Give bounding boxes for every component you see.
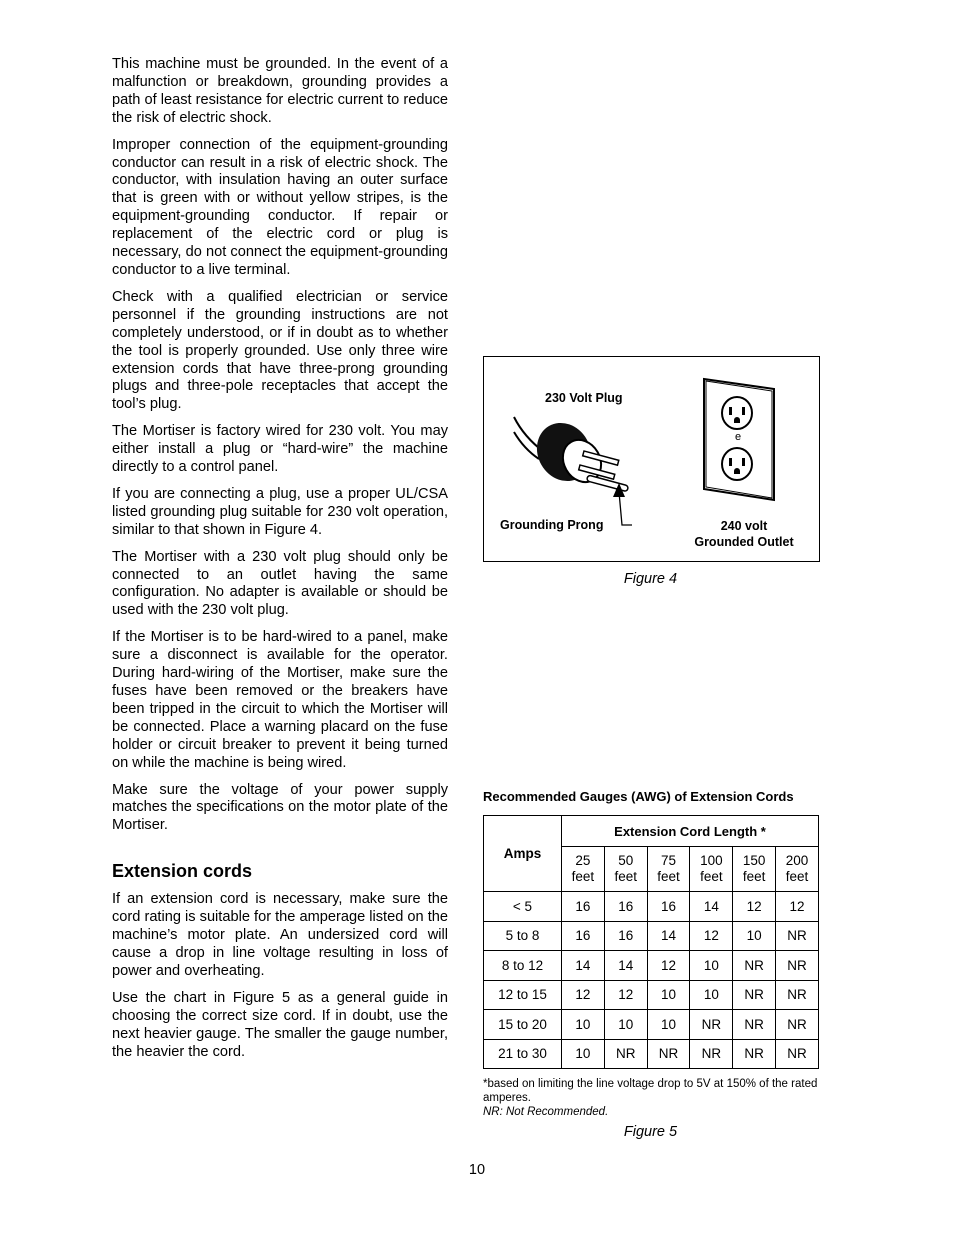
amps-cell: 12 to 15 [484,980,562,1010]
gauge-cell: 16 [562,892,605,922]
table-row [484,1039,819,1069]
paragraph: If an extension cord is necessary, make sure the cord rating is suitable for the amperage listed on the machine’s motor plate. An undersized cord will cause a drop in line voltage resulting in loss of power and overheating. [112,891,448,979]
paragraph: If the Mortiser is to be hard-wired to a panel, make sure a disconnect is available for the operator. During hard-wiring of the Mortiser, make sure the fuses have been removed or the breakers have been tripped in the circuit to which the Mortiser will be connected. Place a warning placard on the fuse holder or circuit breaker to prevent it being turned on while the machine is being wired. [112,629,448,771]
table-title: Recommended Gauges (AWG) of Extension Cords [483,789,794,804]
gauge-cell: 16 [604,892,647,922]
figure-4-caption: Figure 4 [623,571,678,587]
gauge-cell: 12 [604,980,647,1010]
length-column-header [562,847,605,892]
gauge-cell: 14 [604,951,647,981]
length-column-header [604,847,647,892]
length-value: 100 [700,853,723,868]
length-column-header [733,847,776,892]
paragraph: Make sure the voltage of your power supply matches the specifications on the motor plate of the Mortiser. [112,781,448,834]
left-column [112,56,448,1070]
gauge-cell: 12 [733,892,776,922]
length-header: Extension Cord Length * [562,816,819,847]
gauge-cell: NR [604,1039,647,1069]
gauge-cell: 10 [647,980,690,1010]
paragraph: Use the chart in Figure 5 as a general guide in choosing the correct size cord. If in doubt, use the next heavier gauge. The smaller the gauge number, the heavier the cord. [112,989,448,1060]
outlet-label [674,518,814,550]
page-number: 10 [468,1162,486,1178]
gauge-cell: 14 [647,921,690,951]
table-footnote [483,1077,819,1119]
table-row [484,951,819,981]
gauge-cell: NR [733,1039,776,1069]
table-row [484,1010,819,1040]
gauge-cell: 16 [562,921,605,951]
extension-cord-gauge-table [483,815,819,1069]
length-unit: feet [614,869,637,884]
amps-cell: 21 to 30 [484,1039,562,1069]
paragraphs-top [112,56,448,835]
gauge-cell: 10 [690,951,733,981]
length-unit: feet [785,869,809,884]
paragraph: The Mortiser is factory wired for 230 volt. You may either install a plug or “hard-wire” the machine directly to a control panel. [112,423,448,476]
paragraph: Improper connection of the equipment-grounding conductor can result in a risk of electric shock. The conductor, with insulation having an outer surface that is green with or without yellow stripes, is the equipment-grounding conductor. If repair or replacement of the electric cord or plug is necessary, do not connect the equipment-grounding conductor to a live terminal. [112,136,448,278]
plug-label: 230 Volt Plug [545,391,623,405]
length-value: 25 [575,853,591,868]
gauge-cell: 10 [733,921,776,951]
gauge-cell: NR [733,951,776,981]
length-unit: feet [571,869,595,884]
length-value: 75 [661,853,677,868]
paragraph: If you are connecting a plug, use a proper UL/CSA listed grounding plug suitable for 230 volt operation, similar to that shown in Figure 4. [112,485,448,538]
gauge-cell: NR [733,980,776,1010]
gauge-cell: NR [776,1010,819,1040]
length-value: 200 [785,853,809,868]
length-column-header [647,847,690,892]
footnote-text: *based on limiting the line voltage drop to 5V at 150% of the rated amperes. [483,1078,818,1104]
table-row [484,980,819,1010]
gauge-cell: 12 [690,921,733,951]
length-column-header [690,847,733,892]
gauge-cell: NR [690,1039,733,1069]
figure-5-caption: Figure 5 [623,1124,678,1140]
gauge-cell: NR [647,1039,690,1069]
gauge-table-body [484,892,819,1069]
gauge-cell: 10 [690,980,733,1010]
gauge-cell: NR [690,1010,733,1040]
gauge-cell: 10 [562,1039,605,1069]
length-column-header [776,847,819,892]
table-row [484,892,819,922]
paragraph: The Mortiser with a 230 volt plug should only be connected to an outlet having the same configuration. No adapter is available or should be used with the 230 volt plug. [112,548,448,619]
paragraph: This machine must be grounded. In the event of a malfunction or breakdown, grounding provides a path of least resistance for electric current to reduce the risk of electric shock. [112,56,448,126]
length-unit: feet [742,869,766,884]
nr-note: NR: Not Recommended. [483,1106,609,1118]
section-heading: Extension cords [112,861,253,882]
amps-cell: 15 to 20 [484,1010,562,1040]
gauge-cell: 14 [690,892,733,922]
gauge-cell: 10 [604,1010,647,1040]
amps-cell: 8 to 12 [484,951,562,981]
plug-icon [526,413,628,492]
amps-header: Amps [484,816,562,892]
length-unit: feet [657,869,680,884]
gauge-cell: 12 [562,980,605,1010]
gauge-cell: 10 [647,1010,690,1040]
amps-cell: < 5 [484,892,562,922]
gauge-cell: 14 [562,951,605,981]
outlet-label-line1: 240 volt [720,519,768,533]
outlet-label-line2: Grounded Outlet [694,535,794,549]
gauge-cell: 16 [604,921,647,951]
amps-cell: 5 to 8 [484,921,562,951]
table-row [484,921,819,951]
gauge-cell: 16 [647,892,690,922]
gauge-cell: 10 [562,1010,605,1040]
gauge-cell: NR [776,1039,819,1069]
gauge-cell: NR [733,1010,776,1040]
gauge-cell: NR [776,951,819,981]
figure-4-illustration [483,356,820,562]
length-unit: feet [700,869,723,884]
outlet-mark: e [735,431,742,443]
length-value: 150 [742,853,766,868]
gauge-cell: NR [776,980,819,1010]
length-value: 50 [618,853,634,868]
prong-label: Grounding Prong [500,518,604,532]
gauge-cell: 12 [776,892,819,922]
gauge-cell: NR [776,921,819,951]
gauge-cell: 12 [647,951,690,981]
paragraph: Check with a qualified electrician or service personnel if the grounding instructions are not completely understood, or if in doubt as to whether the tool is properly grounded. Use only three wire extension cords that have three-prong grounding plugs and three-pole receptacles that accept the tool’s plug. [112,288,448,413]
